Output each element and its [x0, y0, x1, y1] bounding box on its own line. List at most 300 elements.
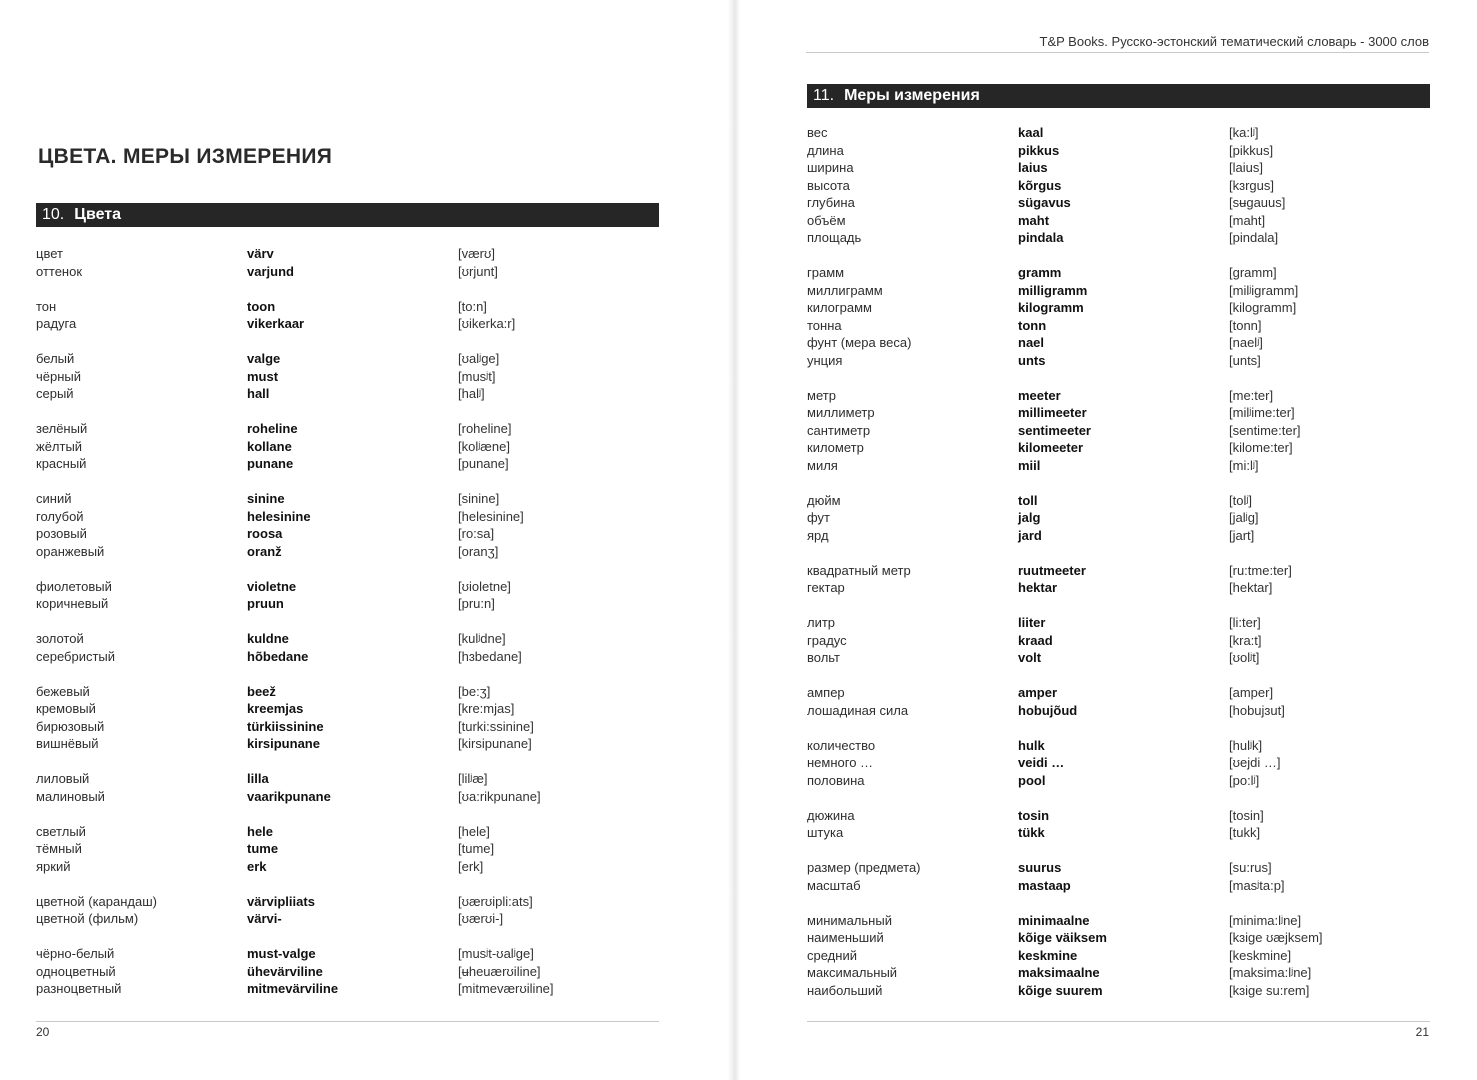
transcription: [kɜige su:rem]: [1229, 982, 1310, 998]
russian-word: объём: [807, 212, 846, 228]
transcription: [tolʲ]: [1229, 492, 1253, 508]
vocab-entry: [807, 527, 1437, 545]
vocab-entry: [36, 490, 666, 508]
vocab-entry: [807, 912, 1437, 930]
transcription: [ʊærʊipli:ats]: [458, 893, 533, 909]
page-number: 20: [36, 1025, 50, 1039]
transcription: [su:rus]: [1229, 860, 1272, 875]
section-number: 11.: [813, 87, 835, 104]
vocab-entry: [807, 492, 1437, 510]
estonian-word: punane: [247, 456, 294, 471]
russian-word: высота: [807, 177, 850, 193]
vocab-entry: [807, 229, 1437, 247]
russian-word: фунт (мера веса): [807, 335, 912, 350]
chapter-title: ЦВЕТА. МЕРЫ ИЗМЕРЕНИЯ: [38, 145, 333, 168]
section-header-colors: [36, 203, 659, 227]
vocab-group: [36, 893, 666, 928]
estonian-word: vaarikpunane: [247, 788, 331, 804]
section-header-measures: [807, 84, 1430, 108]
estonian-word: laius: [1018, 160, 1048, 175]
transcription: [kolʲæne]: [458, 438, 510, 454]
vocab-entry: [36, 245, 666, 263]
transcription: [ʊalʲge]: [458, 351, 500, 366]
russian-word: вес: [807, 125, 828, 140]
transcription: [ʊærʊi-]: [458, 911, 504, 926]
vocab-entry: [36, 350, 666, 368]
russian-word: литр: [807, 615, 836, 630]
estonian-word: pruun: [247, 596, 284, 611]
russian-word: оттенок: [36, 263, 83, 279]
russian-word: метр: [807, 387, 836, 403]
header-rule: [806, 52, 1429, 53]
estonian-word: beež: [247, 683, 276, 699]
estonian-word: meeter: [1018, 387, 1061, 403]
transcription: [kilome:ter]: [1229, 440, 1293, 455]
transcription: [to:n]: [458, 298, 487, 314]
russian-word: километр: [807, 440, 864, 455]
russian-word: яркий: [36, 858, 71, 874]
transcription: [kulʲdne]: [458, 631, 506, 646]
russian-word: минимальный: [807, 912, 892, 928]
transcription: [keskmine]: [1229, 947, 1292, 963]
estonian-word: roosa: [247, 526, 283, 541]
transcription: [milʲigramm]: [1229, 282, 1299, 298]
vocab-entry: [36, 543, 666, 561]
russian-word: миллиграмм: [807, 282, 883, 298]
russian-word: цветной (карандаш): [36, 893, 157, 909]
vocab-entry: [807, 264, 1437, 282]
vocab-entry: [807, 404, 1437, 422]
russian-word: площадь: [807, 230, 862, 245]
russian-word: тёмный: [36, 841, 82, 856]
estonian-word: kollane: [247, 438, 292, 454]
vocab-entry: [36, 385, 666, 403]
russian-word: белый: [36, 351, 75, 366]
russian-word: тонна: [807, 317, 842, 333]
running-head: T&P Books. Русско-эстонский тематический словарь - 3000 слов: [1039, 34, 1429, 49]
transcription: [maksima:lʲne]: [1229, 965, 1312, 980]
estonian-word: valge: [247, 351, 281, 366]
vocab-entry: [807, 159, 1437, 177]
estonian-word: pikkus: [1018, 142, 1060, 158]
russian-word: фут: [807, 510, 831, 525]
transcription: [pikkus]: [1229, 142, 1274, 158]
estonian-word: lilla: [247, 771, 269, 786]
vocab-entry: [807, 929, 1437, 947]
vocab-entry: [807, 772, 1437, 790]
transcription: [mitmeværʊiline]: [458, 981, 554, 996]
estonian-word: pindala: [1018, 230, 1064, 245]
russian-word: чёрный: [36, 368, 82, 384]
transcription: [tume]: [458, 841, 495, 856]
estonian-word: keskmine: [1018, 947, 1078, 963]
estonian-word: kaal: [1018, 125, 1044, 140]
estonian-word: kilomeeter: [1018, 440, 1084, 455]
estonian-word: unts: [1018, 352, 1046, 368]
estonian-word: must-valge: [247, 946, 316, 961]
transcription: [ʉheuærʊiline]: [458, 963, 541, 979]
russian-word: размер (предмета): [807, 860, 921, 875]
estonian-word: roheline: [247, 421, 298, 436]
estonian-word: kirsipunane: [247, 736, 320, 751]
estonian-word: maht: [1018, 212, 1050, 228]
vocab-entry: [36, 420, 666, 438]
transcription: [roheline]: [458, 421, 512, 436]
vocab-group: [807, 684, 1437, 719]
russian-word: золотой: [36, 631, 84, 646]
russian-word: вишнёвый: [36, 736, 99, 751]
estonian-word: maksimaalne: [1018, 965, 1100, 980]
estonian-word: suurus: [1018, 860, 1062, 875]
russian-word: количество: [807, 737, 876, 753]
vocab-list-colors: [36, 245, 666, 1015]
transcription: [unts]: [1229, 352, 1261, 368]
estonian-word: toll: [1018, 492, 1038, 508]
russian-word: малиновый: [36, 788, 105, 804]
vocab-entry: [36, 315, 666, 333]
vocab-entry: [36, 455, 666, 473]
vocab-entry: [36, 648, 666, 666]
vocab-entry: [807, 982, 1437, 1000]
transcription: [kra:t]: [1229, 632, 1262, 648]
estonian-word: türkiissinine: [247, 718, 324, 734]
transcription: [jart]: [1229, 527, 1255, 543]
russian-word: максимальный: [807, 965, 898, 980]
estonian-word: minimaalne: [1018, 912, 1090, 928]
estonian-word: toon: [247, 298, 276, 314]
estonian-word: amper: [1018, 685, 1058, 700]
vocab-entry: [807, 964, 1437, 982]
transcription: [pindala]: [1229, 230, 1279, 245]
russian-word: чёрно-белый: [36, 946, 115, 961]
vocab-entry: [807, 387, 1437, 405]
vocab-entry: [807, 754, 1437, 772]
vocab-group: [36, 578, 666, 613]
left-page: [0, 0, 730, 1080]
estonian-word: tükk: [1018, 825, 1045, 840]
vocab-entry: [807, 282, 1437, 300]
russian-word: миллиметр: [807, 405, 875, 420]
russian-word: оранжевый: [36, 543, 105, 559]
russian-word: серый: [36, 386, 74, 401]
estonian-word: ruutmeeter: [1018, 562, 1086, 578]
vocab-entry: [807, 422, 1437, 440]
estonian-word: veidi …: [1018, 755, 1065, 770]
russian-word: жёлтый: [36, 438, 83, 454]
vocab-group: [36, 420, 666, 473]
estonian-word: hõbedane: [247, 648, 309, 664]
russian-word: коричневый: [36, 596, 109, 611]
estonian-word: hele: [247, 823, 274, 839]
estonian-word: must: [247, 368, 279, 384]
transcription: [ro:sa]: [458, 526, 495, 541]
vocab-list-measures: [807, 124, 1437, 1017]
vocab-entry: [36, 980, 666, 998]
russian-word: дюжина: [807, 807, 855, 823]
vocab-group: [807, 124, 1437, 247]
transcription: [ʊioletne]: [458, 578, 511, 594]
vocab-entry: [36, 718, 666, 736]
vocab-entry: [36, 770, 666, 788]
vocab-entry: [36, 525, 666, 543]
vocab-entry: [807, 317, 1437, 335]
vocab-entry: [807, 352, 1437, 370]
estonian-word: kuldne: [247, 631, 289, 646]
estonian-word: violetne: [247, 578, 297, 594]
transcription: [punane]: [458, 456, 509, 471]
transcription: [ʊolʲt]: [1229, 650, 1260, 665]
estonian-word: kreemjas: [247, 701, 304, 716]
vocab-entry: [36, 823, 666, 841]
transcription: [tonn]: [1229, 317, 1262, 333]
russian-word: миля: [807, 457, 838, 473]
transcription: [kirsipunane]: [458, 736, 532, 751]
estonian-word: hobujõud: [1018, 702, 1078, 718]
vocab-group: [36, 490, 666, 560]
estonian-word: helesinine: [247, 508, 311, 524]
transcription: [sinine]: [458, 491, 500, 506]
transcription: [turki:ssinine]: [458, 718, 534, 734]
vocab-entry: [807, 212, 1437, 230]
transcription: [ʊikerka:r]: [458, 316, 516, 331]
vocab-group: [36, 630, 666, 665]
russian-word: ампер: [807, 685, 845, 700]
russian-word: сантиметр: [807, 422, 871, 438]
vocab-group: [807, 264, 1437, 369]
russian-word: синий: [36, 491, 72, 506]
transcription: [ʊrjunt]: [458, 263, 498, 279]
vocab-entry: [807, 439, 1437, 457]
transcription: [ʊejdi …]: [1229, 755, 1281, 770]
vocab-entry: [36, 438, 666, 456]
vocab-group: [807, 492, 1437, 545]
transcription: [musʲt]: [458, 368, 496, 384]
russian-word: разноцветный: [36, 981, 122, 996]
vocab-group: [807, 912, 1437, 1000]
vocab-group: [36, 823, 666, 876]
transcription: [jalʲg]: [1229, 510, 1259, 525]
vocab-entry: [807, 632, 1437, 650]
vocab-entry: [807, 299, 1437, 317]
vocab-entry: [807, 684, 1437, 702]
estonian-word: jard: [1018, 527, 1042, 543]
estonian-word: milligramm: [1018, 282, 1088, 298]
transcription: [amper]: [1229, 685, 1274, 700]
vocab-entry: [36, 595, 666, 613]
transcription: [maht]: [1229, 212, 1266, 228]
russian-word: немного …: [807, 755, 874, 770]
vocab-group: [36, 945, 666, 998]
russian-word: грамм: [807, 265, 845, 280]
transcription: [lilʲæ]: [458, 771, 488, 786]
transcription: [po:lʲ]: [1229, 772, 1260, 788]
estonian-word: sentimeeter: [1018, 422, 1091, 438]
vocab-entry: [807, 807, 1437, 825]
vocab-entry: [36, 840, 666, 858]
vocab-entry: [36, 630, 666, 648]
russian-word: зелёный: [36, 421, 88, 436]
estonian-word: millimeeter: [1018, 405, 1087, 420]
transcription: [minima:lʲne]: [1229, 912, 1302, 928]
vocab-entry: [807, 614, 1437, 632]
estonian-word: värvipliiats: [247, 893, 315, 909]
vocab-group: [807, 562, 1437, 597]
estonian-word: tume: [247, 841, 279, 856]
vocab-group: [36, 770, 666, 805]
transcription: [værʊ]: [458, 246, 496, 261]
transcription: [kilogramm]: [1229, 300, 1297, 315]
vocab-entry: [36, 910, 666, 928]
transcription: [musʲt-ʊalʲge]: [458, 946, 534, 961]
estonian-word: volt: [1018, 650, 1042, 665]
transcription: [pru:n]: [458, 596, 495, 611]
russian-word: унция: [807, 352, 843, 368]
vocab-entry: [36, 368, 666, 386]
vocab-entry: [36, 858, 666, 876]
estonian-word: sinine: [247, 491, 285, 506]
russian-word: масштаб: [807, 877, 861, 893]
vocab-entry: [807, 877, 1437, 895]
estonian-word: nael: [1018, 335, 1045, 350]
russian-word: длина: [807, 142, 844, 158]
estonian-word: kõrgus: [1018, 177, 1062, 193]
vocab-group: [36, 683, 666, 753]
vocab-entry: [807, 142, 1437, 160]
russian-word: глубина: [807, 195, 855, 210]
transcription: [sentime:ter]: [1229, 422, 1301, 438]
estonian-word: oranž: [247, 543, 282, 559]
transcription: [hektar]: [1229, 580, 1273, 595]
russian-word: светлый: [36, 823, 86, 839]
russian-word: радуга: [36, 316, 77, 331]
transcription: [gramm]: [1229, 265, 1277, 280]
estonian-word: ühevärviline: [247, 963, 323, 979]
transcription: [hele]: [458, 823, 490, 839]
estonian-word: varjund: [247, 263, 294, 279]
transcription: [erk]: [458, 858, 484, 874]
russian-word: ярд: [807, 527, 829, 543]
vocab-entry: [807, 702, 1437, 720]
estonian-word: erk: [247, 858, 267, 874]
vocab-group: [807, 859, 1437, 894]
transcription: [ka:lʲ]: [1229, 125, 1259, 140]
russian-word: кремовый: [36, 701, 96, 716]
transcription: [halʲ]: [458, 386, 485, 401]
estonian-word: hektar: [1018, 580, 1058, 595]
vocab-group: [807, 737, 1437, 790]
vocab-entry: [36, 578, 666, 596]
estonian-word: hulk: [1018, 737, 1045, 753]
vocab-entry: [36, 893, 666, 911]
vocab-entry: [807, 334, 1437, 352]
estonian-word: mastaap: [1018, 877, 1071, 893]
section-number: 10.: [42, 206, 65, 223]
transcription: [kɜrgus]: [1229, 177, 1274, 193]
estonian-word: mitmevärviline: [247, 981, 339, 996]
transcription: [tukk]: [1229, 825, 1261, 840]
transcription: [ru:tme:ter]: [1229, 562, 1292, 578]
russian-word: средний: [807, 947, 857, 963]
russian-word: лошадиная сила: [807, 702, 909, 718]
vocab-group: [807, 387, 1437, 475]
transcription: [li:ter]: [1229, 615, 1261, 630]
vocab-entry: [36, 788, 666, 806]
vocab-group: [36, 298, 666, 333]
vocab-entry: [36, 508, 666, 526]
estonian-word: sügavus: [1018, 195, 1071, 210]
vocab-entry: [36, 963, 666, 981]
transcription: [hɜbedane]: [458, 648, 522, 664]
russian-word: градус: [807, 632, 847, 648]
russian-word: половина: [807, 772, 865, 788]
transcription: [naelʲ]: [1229, 335, 1263, 350]
russian-word: килограмм: [807, 300, 872, 315]
footer-rule: [36, 1021, 659, 1022]
russian-word: штука: [807, 825, 844, 840]
russian-word: вольт: [807, 650, 841, 665]
vocab-entry: [807, 124, 1437, 142]
russian-word: дюйм: [807, 492, 841, 508]
transcription: [sʉgauus]: [1229, 195, 1286, 210]
transcription: [mi:lʲ]: [1229, 457, 1259, 473]
section-title: Меры измерения: [844, 87, 980, 104]
russian-word: наименьший: [807, 930, 884, 945]
russian-word: красный: [36, 456, 87, 471]
russian-word: гектар: [807, 580, 845, 595]
section-title: Цвета: [74, 206, 121, 223]
page-number: 21: [1415, 1025, 1429, 1039]
estonian-word: hall: [247, 386, 270, 401]
russian-word: цвет: [36, 246, 63, 261]
transcription: [tosin]: [1229, 807, 1264, 823]
russian-word: одноцветный: [36, 963, 116, 979]
vocab-group: [36, 350, 666, 403]
transcription: [hulʲk]: [1229, 737, 1263, 753]
vocab-entry: [807, 579, 1437, 597]
russian-word: серебристый: [36, 648, 116, 664]
right-page: [738, 0, 1477, 1080]
russian-word: розовый: [36, 526, 87, 541]
vocab-entry: [807, 737, 1437, 755]
estonian-word: tonn: [1018, 317, 1047, 333]
estonian-word: vikerkaar: [247, 316, 305, 331]
transcription: [helesinine]: [458, 508, 524, 524]
estonian-word: jalg: [1018, 510, 1041, 525]
transcription: [kɜige ʊæjksem]: [1229, 930, 1323, 945]
transcription: [kre:mjas]: [458, 701, 515, 716]
transcription: [me:ter]: [1229, 387, 1274, 403]
russian-word: ширина: [807, 160, 854, 175]
russian-word: квадратный метр: [807, 562, 911, 578]
russian-word: лиловый: [36, 771, 90, 786]
estonian-word: gramm: [1018, 265, 1062, 280]
vocab-entry: [807, 947, 1437, 965]
estonian-word: kõige väiksem: [1018, 930, 1107, 945]
vocab-entry: [807, 562, 1437, 580]
vocab-entry: [807, 649, 1437, 667]
vocab-entry: [36, 263, 666, 281]
russian-word: фиолетовый: [36, 578, 112, 594]
vocab-entry: [807, 859, 1437, 877]
vocab-entry: [36, 683, 666, 701]
transcription: [hobujɜut]: [1229, 702, 1285, 718]
vocab-group: [36, 245, 666, 280]
estonian-word: kõige suurem: [1018, 982, 1103, 998]
transcription: [oranʒ]: [458, 543, 499, 559]
transcription: [masʲta:p]: [1229, 877, 1285, 893]
footer-rule: [807, 1021, 1430, 1022]
vocab-entry: [807, 457, 1437, 475]
